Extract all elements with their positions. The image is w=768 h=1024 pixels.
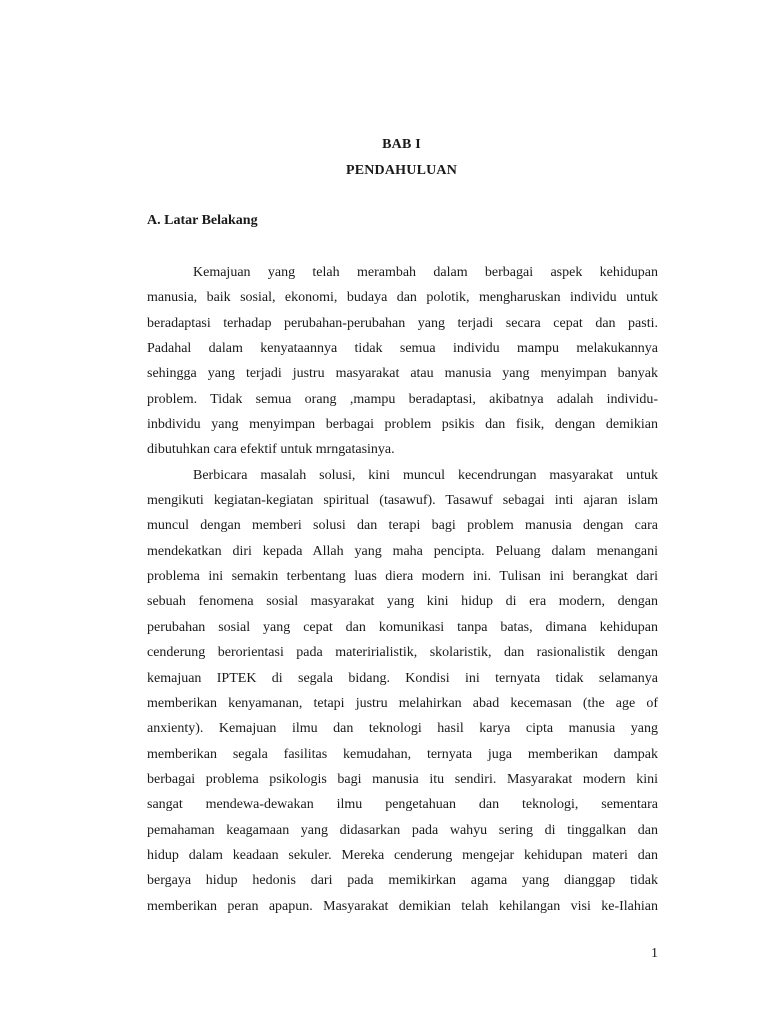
paragraph-line: Kemajuan yang telah merambah dalam berbagai aspek kehidupan: [193, 265, 658, 280]
paragraph-line: problem. Tidak semua orang ,mampu beradaptasi, akibatnya adalah individu-: [147, 391, 658, 407]
paragraph-line: Padahal dalam kenyataannya tidak semua individu mampu melakukannya: [147, 341, 658, 357]
page-number: 1: [651, 946, 658, 961]
paragraph-line: sebuah fenomena sosial masyarakat yang kini hidup di era modern, dengan: [147, 594, 658, 610]
paragraph-line: memberikan peran apapun. Masyarakat demikian telah kehilangan visi ke-Ilahian: [147, 898, 658, 914]
paragraph-line: kemajuan IPTEK di segala bidang. Kondisi ini ternyata tidak selamanya: [147, 670, 658, 686]
paragraph-line: berbagai problema psikologis bagi manusia itu sendiri. Masyarakat modern kini: [147, 771, 658, 787]
paragraph-line: sehingga yang terjadi justru masyarakat atau manusia yang menyimpan banyak: [147, 366, 658, 382]
paragraph-line: inbdividu yang menyimpan berbagai problem psikis dan fisik, dengan demikian: [147, 417, 658, 433]
chapter-number: BAB I: [382, 137, 421, 152]
paragraph-line: mengikuti kegiatan-kegiatan spiritual (tasawuf). Tasawuf sebagai inti ajaran islam: [147, 493, 658, 509]
paragraph-line: beradaptasi terhadap perubahan-perubahan yang terjadi secara cepat dan pasti.: [147, 315, 658, 331]
paragraph-line: problema ini semakin terbentang luas diera modern ini. Tulisan ini berangkat dari: [147, 569, 658, 585]
paragraph-line: bergaya hidup hedonis dari pada memikirkan agama yang dianggap tidak: [147, 873, 658, 889]
section-heading: A. Latar Belakang: [147, 213, 258, 228]
paragraph-line: hidup dalam keadaan sekuler. Mereka cenderung mengejar kehidupan materi dan: [147, 847, 658, 863]
paragraph-line: dibutuhkan cara efektif untuk mrngatasinya.: [147, 442, 395, 458]
paragraph-line: mendekatkan diri kepada Allah yang maha pencipta. Peluang dalam menangani: [147, 543, 658, 559]
paragraph-line: sangat mendewa-dewakan ilmu pengetahuan dan teknologi, sementara: [147, 797, 658, 813]
paragraph-line: memberikan segala fasilitas kemudahan, ternyata juga memberikan dampak: [147, 746, 658, 762]
paragraph-line: Berbicara masalah solusi, kini muncul kecendrungan masyarakat untuk: [193, 467, 658, 483]
paragraph-line: perubahan sosial yang cepat dan komunikasi tanpa batas, dimana kehidupan: [147, 619, 658, 635]
chapter-title: PENDAHULUAN: [345, 163, 458, 178]
paragraph-line: cenderung berorientasi pada materirialistik, skolaristik, dan rasionalistik dengan: [147, 645, 658, 661]
paragraph-line: memberikan kenyamanan, tetapi justru melahirkan abad kecemasan (the age of: [147, 695, 658, 711]
paragraph-line: anxienty). Kemajuan ilmu dan teknologi hasil karya cipta manusia yang: [147, 721, 658, 737]
paragraph-line: pemahaman keagamaan yang didasarkan pada wahyu sering di tinggalkan dan: [147, 822, 658, 838]
body-text: [147, 260, 658, 919]
paragraph-line: muncul dengan memberi solusi dan terapi bagi problem manusia dengan cara: [147, 518, 658, 534]
paragraph-line: manusia, baik sosial, ekonomi, budaya dan polotik, mengharuskan individu untuk: [147, 290, 658, 306]
